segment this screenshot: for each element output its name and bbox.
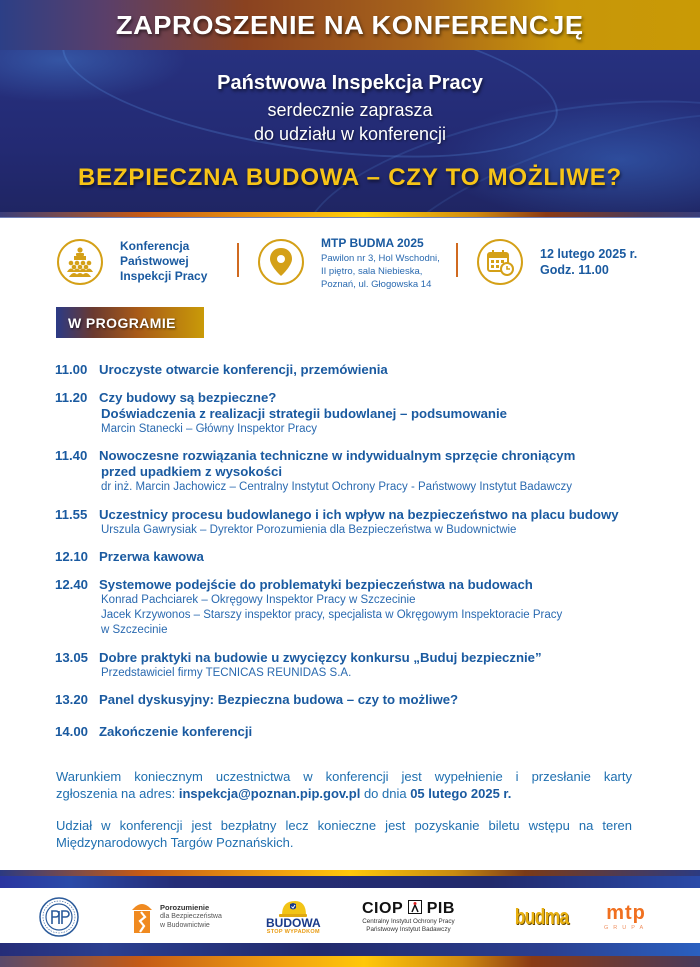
item-title: Uczestnicy procesu budowlanego i ich wpływ na bezpieczeństwo na placu budowy: [99, 507, 619, 522]
registration-text: zgłoszenia na adres:: [56, 786, 179, 801]
logo-text: PIB: [426, 900, 455, 917]
item-title: Systemowe podejście do problematyki bezpieczeństwa na budowach: [99, 577, 533, 592]
item-title: Zakończenie konferencji: [99, 724, 253, 739]
item-speaker: Urszula Gawrysiak – Dyrektor Porozumienia dla Bezpieczeństwa w Budownictwie: [101, 524, 517, 536]
audience-icon: [57, 239, 103, 285]
item-time: 11.00: [55, 362, 88, 377]
item-time: 12.10: [55, 549, 89, 564]
logo-text: dla Bezpieczeństwa: [160, 913, 222, 921]
program-item: [55, 549, 655, 565]
conference-label-line: Inspekcji Pracy: [120, 269, 208, 283]
item-time: 14.00: [55, 724, 89, 739]
registration-deadline: 05 lutego 2025 r.: [410, 786, 512, 801]
logo-text: Porozumienie: [160, 902, 210, 912]
logo-text: w Budownictwie: [160, 921, 210, 929]
calendar-clock-icon: [477, 239, 523, 285]
event-date: 12 lutego 2025 r.: [540, 247, 638, 261]
header-divider: [0, 212, 700, 218]
logo-text: CIOP: [362, 900, 403, 917]
item-time: 13.20: [55, 692, 89, 707]
conference-headline: BEZPIECZNA BUDOWA – CZY TO MOŻLIWE?: [78, 164, 622, 191]
registration-note: [56, 768, 632, 802]
item-title: Czy budowy są bezpieczne?: [99, 390, 277, 405]
event-time: Godz. 11.00: [540, 263, 609, 277]
item-title: Przerwa kawowa: [99, 549, 204, 564]
item-title-continued: przed upadkiem z wysokości: [101, 464, 283, 479]
invitation-title: ZAPROSZENIE NA KONFERENCJĘ: [116, 9, 584, 40]
registration-email-link[interactable]: inspekcja@poznan.pip.gov.pl: [178, 786, 361, 801]
pip-seal-icon: [38, 896, 80, 938]
item-title: Dobre praktyki na budowie u zwycięzcy konkursu „Buduj bezpiecznie”: [99, 650, 542, 665]
item-title: Panel dyskusyjny: Bezpieczna budowa – czy to możliwe?: [99, 692, 459, 707]
program-item: [55, 390, 655, 437]
ticket-note: Udział w konferencji jest bezpłatny lecz konieczne jest pozyskanie biletu wstępu na teren Międzynarodowych Targów Poznańskich.: [56, 818, 632, 850]
conference-label-line: Państwowej: [120, 254, 189, 268]
item-time: 11.20: [55, 390, 88, 405]
item-speaker: Marcin Stanecki – Główny Inspektor Pracy: [101, 423, 318, 435]
hero-section: [0, 50, 700, 212]
event-datetime: [540, 246, 637, 278]
conference-label: [120, 239, 207, 284]
invite-line-2: do udziału w konferencji: [253, 124, 447, 144]
program-item: [55, 692, 655, 708]
item-time: 11.40: [55, 448, 88, 463]
item-time: 13.05: [55, 650, 89, 665]
conference-label-line: Konferencja: [120, 239, 190, 253]
map-pin-icon: [258, 239, 304, 285]
program-item: [55, 507, 655, 538]
program-item: [55, 650, 655, 681]
logo-text: BUDOWA: [266, 916, 321, 930]
invite-line-1: serdecznie zaprasza: [267, 100, 433, 120]
venue-address-line: Pawilon nr 3, Hol Wschodni,: [321, 253, 440, 264]
registration-text: Warunkiem koniecznym uczestnictwa w konferencji jest wypełnienie i przesłanie karty: [56, 769, 632, 784]
info-separator: [456, 243, 458, 277]
organizer-name: Państwowa Inspekcja Pracy: [217, 72, 483, 94]
partner-logos: [0, 888, 700, 946]
program-badge: [56, 307, 204, 338]
program-item: [55, 362, 655, 378]
item-speaker: Jacek Krzywonos – Starszy inspektor pracy, specjalista w Okręgowym Inspektoracie Pracy: [101, 609, 563, 621]
logo-text: STOP WYPADKOM: [266, 929, 320, 935]
hard-hat-icon: [278, 899, 308, 917]
logo-text: GRUPA: [604, 925, 649, 931]
logo-text: Państwowy Instytut Badawczy: [366, 926, 451, 933]
pip-logo: [38, 888, 80, 946]
item-speaker: Przedstawiciel firmy TECNICAS REUNIDAS S.A.: [101, 667, 352, 679]
ciop-title: [362, 900, 455, 918]
ciop-pib-logo: [362, 888, 455, 946]
program-item: [55, 448, 655, 495]
item-speaker: Konrad Pachciarek – Okręgowy Inspektor Pracy w Szczecinie: [101, 594, 416, 606]
helmet-head-icon: [130, 900, 154, 934]
porozumienie-text: [160, 904, 222, 931]
budma-logo: [508, 888, 575, 946]
program-item: [55, 724, 655, 740]
venue-address: [321, 252, 440, 291]
logo-text: budma: [514, 904, 569, 929]
porozumienie-logo: [130, 888, 222, 946]
ciop-figure-icon: [408, 900, 422, 914]
registration-text: do dnia: [360, 786, 411, 801]
venue-address-line: II piętro, sala Niebieska,: [321, 266, 423, 277]
budowa-stop-wypadkom-logo: [266, 888, 321, 946]
event-info-row: [0, 236, 700, 292]
item-time: 12.40: [55, 577, 89, 592]
footer-top-band: [0, 870, 700, 888]
item-time: 11.55: [55, 507, 88, 522]
item-speaker: dr inż. Marcin Jachowicz – Centralny Instytut Ochrony Pracy - Państwowy Instytut Badawczy: [101, 481, 573, 493]
mtp-grupa-logo: [604, 888, 648, 946]
logo-text: mtp: [606, 902, 646, 924]
item-title-continued: Doświadczenia z realizacji strategii budowlanej – podsumowanie: [101, 406, 507, 421]
venue-title: MTP BUDMA 2025: [321, 236, 424, 250]
invitation-banner: [0, 0, 700, 50]
item-title: Uroczyste otwarcie konferencji, przemówienia: [99, 362, 388, 377]
logo-text: Centralny Instytut Ochrony Pracy: [362, 918, 455, 925]
program-item: [55, 577, 655, 638]
footer-bottom-band: [0, 943, 700, 967]
venue-address-line: Poznań, ul. Głogowska 14: [321, 279, 432, 290]
item-speaker: w Szczecinie: [101, 624, 168, 636]
item-title: Nowoczesne rozwiązania techniczne w indywidualnym sprzęcie chroniącym: [99, 448, 576, 463]
program-label: W PROGRAMIE: [68, 314, 176, 331]
info-separator: [237, 243, 239, 277]
